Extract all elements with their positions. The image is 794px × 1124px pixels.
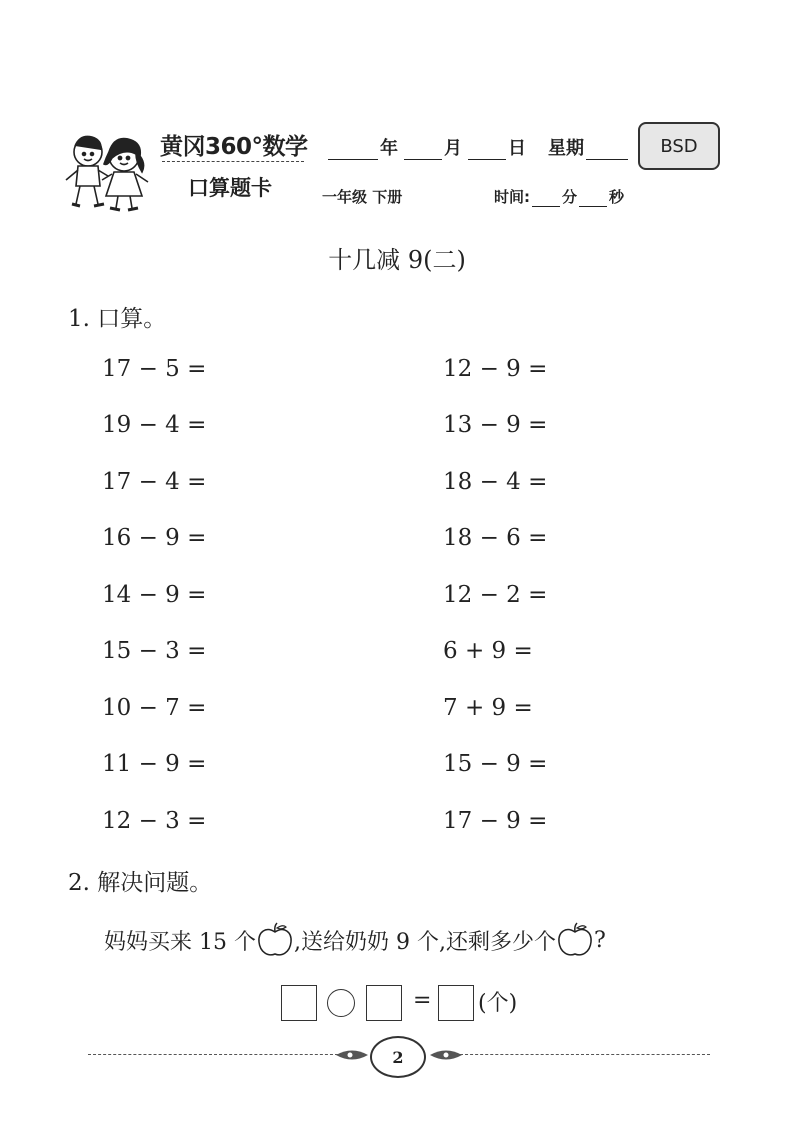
- month-label: 月: [444, 138, 462, 159]
- problem-text-part2: ,送给奶奶 9 个,还剩多少个: [293, 929, 556, 955]
- grade-label: 一年级 下册: [322, 188, 403, 206]
- equation-right-5: 12 − 2 =: [443, 582, 548, 608]
- apple-icon: [256, 922, 294, 958]
- equation-right-6: 6 + 9 =: [443, 638, 533, 664]
- worksheet-title: 十几减 9(二): [328, 246, 466, 274]
- day-label: 日: [508, 138, 526, 159]
- equation-left-7: 10 − 7 =: [102, 695, 207, 721]
- equation-left-4: 16 − 9 =: [102, 525, 207, 551]
- mascot-children-illustration: [54, 128, 158, 214]
- footer-divider-right: [460, 1054, 710, 1055]
- year-label: 年: [380, 138, 398, 159]
- equation-right-8: 15 − 9 =: [443, 751, 548, 777]
- unit-label: (个): [478, 991, 518, 1016]
- footer-divider-left: [88, 1054, 338, 1055]
- equation-left-9: 12 − 3 =: [102, 808, 207, 834]
- equation-left-8: 11 − 9 =: [102, 751, 207, 777]
- apple-icon: [556, 922, 594, 958]
- equation-right-9: 17 − 9 =: [443, 808, 548, 834]
- equation-left-1: 17 − 5 =: [102, 356, 207, 382]
- brand-subtitle: 口算题卡: [188, 176, 272, 200]
- time-label: 时间:: [494, 188, 530, 206]
- weekday-blank[interactable]: [586, 141, 628, 160]
- operator-circle[interactable]: [327, 989, 355, 1017]
- equation-left-3: 17 − 4 =: [102, 469, 207, 495]
- minute-blank[interactable]: [532, 190, 560, 207]
- month-blank[interactable]: [404, 141, 442, 160]
- second-blank[interactable]: [579, 190, 607, 207]
- equals-sign: =: [413, 988, 432, 1013]
- equation-right-7: 7 + 9 =: [443, 695, 533, 721]
- problem-question-mark: ?: [593, 927, 606, 953]
- equation-left-5: 14 − 9 =: [102, 582, 207, 608]
- equation-left-6: 15 − 3 =: [102, 638, 207, 664]
- section1-heading: 1. 口算。: [68, 306, 167, 332]
- minute-label: 分: [562, 188, 578, 206]
- page-number: 2: [370, 1036, 426, 1078]
- word-problem: [104, 922, 606, 958]
- answer-box-3[interactable]: [438, 985, 474, 1021]
- problem-text-part1: 妈妈买来 15 个: [104, 929, 256, 955]
- equation-left-2: 19 − 4 =: [102, 412, 207, 438]
- equation-right-2: 13 − 9 =: [443, 412, 548, 438]
- date-fields: [326, 134, 630, 160]
- day-blank[interactable]: [468, 141, 506, 160]
- second-label: 秒: [609, 188, 625, 206]
- answer-box-2[interactable]: [366, 985, 402, 1021]
- year-blank[interactable]: [328, 141, 378, 160]
- equation-right-3: 18 − 4 =: [443, 469, 548, 495]
- equation-right-1: 12 − 9 =: [443, 356, 548, 382]
- answer-box-1[interactable]: [281, 985, 317, 1021]
- brand-divider: [162, 161, 304, 162]
- brand-title: 黄冈360°数学: [160, 134, 308, 160]
- equation-right-4: 18 − 6 =: [443, 525, 548, 551]
- section2-heading: 2. 解决问题。: [68, 870, 213, 896]
- weekday-label: 星期: [548, 138, 584, 159]
- time-fields: [494, 186, 624, 207]
- edition-badge: BSD: [638, 122, 720, 170]
